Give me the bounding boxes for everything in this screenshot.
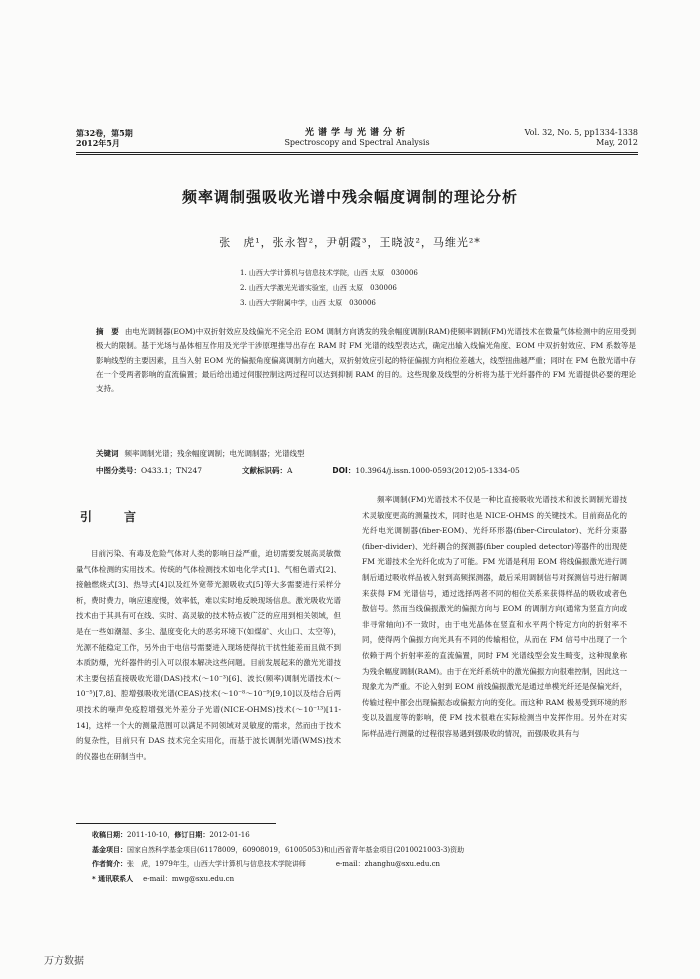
revised-date: 2012-01-16 <box>209 831 250 839</box>
footnote-dates <box>92 828 652 843</box>
bio-email: e-mail：zhanghu@sxu.edu.cn <box>335 860 441 868</box>
right-column <box>362 492 627 742</box>
header-volume-en-line: Vol. 32, No. 5, pp1334-1338 <box>524 128 638 137</box>
doi-label: DOI： <box>332 466 356 475</box>
body-paragraph: 频率调制(FM)光谱技术不仅是一种比直接吸收光谱技术和波长调制光谱技术灵敏度更高的测量技术，同时也是 NICE-OHMS 的关键技术。目前商品化的光纤电光调制器(fiber-EOM)、光纤环形器(fiber-Circulator)、光纤分束器(fiber-divider)、光纤耦合的探测器(fiber coupled detector)等器件的出现使 FM 光谱技术全光纤化成为了可能。FM 光谱是利用 EOM 将线偏振激光进行调制后通过吸收样品被入射到高频探测器，最后采用调制信号对探测信号进行解调来获得 FM 光谱信号，通过选择两者不同的相位关系来获得样品的吸收或者色散信号。然而当线偏振激光的偏振方向与 EOM 的调制方向(通常为竖直方向或非寻常轴向)不一致时，由于电光晶体在竖直和水平两个特定方向的折射率不同，使得两个偏振方向光具有不同的传输相位，从而在 FM 信号中出现了一个依赖于两个折射率差的直流偏置，同时 FM 光谱线型会发生畸变，这种现象称为残余幅度调制(RAM)。由于在光纤系统中的激光偏振方向很难控制，因此这一现象尤为严重。不论入射到 EOM 前线偏振激光是通过单模光纤还是保偏光纤，传输过程中都会出现偏振态或偏振方向的变化。而这种 RAM 极易受到环境的形变以及温度等的影响，使 FM 技术很难在实际检测当中发挥作用。另外在对实际样品进行测量的过程很容易遇到强吸收的情况，而强吸收具有与 <box>362 495 627 738</box>
header-date-en-line: May, 2012 <box>596 138 638 147</box>
fund-label: 基金项目： <box>92 845 127 854</box>
corresponding-email: e-mail：mwg@sxu.edu.cn <box>143 874 235 883</box>
clc-label: 中图分类号： <box>96 466 141 475</box>
header-volume-line: 第32卷，第5期 <box>76 128 133 138</box>
header-volume-en <box>525 128 638 148</box>
revised-label: 修订日期： <box>174 831 210 839</box>
abstract <box>96 325 636 396</box>
clc-value: O433.1；TN247 <box>141 466 202 475</box>
bio-text: 张 虎，1979年生，山西大学计算机与信息技术学院讲师 <box>127 860 306 868</box>
corresponding-label: * 通讯联系人 <box>92 874 134 883</box>
footnotes <box>92 828 652 886</box>
footnote-corresponding <box>92 872 652 887</box>
left-column <box>76 492 341 764</box>
doc-code-label: 文献标识码： <box>242 466 287 475</box>
affiliation-item: 3. 山西大学附属中学，山西 太原 030006 <box>240 299 376 307</box>
affiliations <box>240 266 418 311</box>
header-rule-top <box>76 152 638 153</box>
journal-name-cn: 光谱学与光谱分析 <box>304 128 409 138</box>
footnote-rule <box>76 823 276 824</box>
body-paragraph: 目前污染、有毒及危险气体对人类的影响日益严重，迫切需要发展高灵敏微量气体检测的实用技术。传统的气体检测技术如电化学式[1]、气相色谱式[2]、接触燃烧式[3]、热导式[4]以及红外宽带光源吸收式[5]等大多需要进行采样分析，费时费力，响应速度慢，效率低，难以实时地反映现场信息。激光吸收光谱技术由于其具有可在线、实时、高灵敏的技术特点被广泛的应用到相关领域，但是在一些如潮湿、多尘、温度变化大的恶劣环境下(如煤矿、火山口、太空等)，光源不能稳定工作，另外由于电信号需要进入现场使得抗干扰性能差而且做不到本质防爆，光纤器件的引入可以很本解决这些问题。目前发展起来的激光光谱技术主要包括直接吸收光谱(DAS)技术(～10⁻³)[6]、波长(频率)调制光谱技术(～10⁻⁵)[7,8]、腔增强吸收光谱(CEAS)技术(～10⁻⁸～10⁻⁹)[9,10]以及结合后两项技术的噪声免疫腔增强光外差分子光谱(NICE-OHMS)技术(～10⁻¹³)[11-14]，这样一个大的测量范围可以满足不同领域对灵敏度的需求，然而由于技术的复杂性，目前只有 DAS 技术完全实用化，而基于波长调制光谱(WMS)技术的仪器也在研制当中。 <box>76 549 341 761</box>
header-rule-bottom <box>76 154 638 155</box>
doc-code-value: A <box>287 466 293 475</box>
author-list: 张 虎¹，张永智²，尹朝霞³，王晓波²，马维光²* <box>219 236 481 249</box>
footnote-bio <box>92 857 652 872</box>
journal-name-en: Spectroscopy and Spectral Analysis <box>284 138 430 147</box>
received-date: 2011-10-10， <box>127 831 175 839</box>
section-heading-intro: 引 言 <box>80 510 147 524</box>
abstract-label: 摘 要 <box>96 327 119 336</box>
footnote-fund <box>92 843 652 858</box>
abstract-text: 由电光调制器(EOM)中双折射效应及线偏光不完全沿 EOM 调制方向诱发的残余幅度调制(RAM)使频率调制(FM)光谱技术在微量气体检测中的应用受到极大的限制。基于光场与晶体相互作用及光学干涉原理推导出存在 RAM 时 FM 光谱的线型表达式，确定出输入线偏光角度、EOM 中双折射效应、FM 系数等是影响线型的主要因素，且当入射 EOM 光的偏振角度偏离调制方向越大，双折射效应引起的特征偏振方向相位差越大，线型扭曲越严重；同时在 FM 色散光谱中存在一个受两者影响的直流偏置；最后给出通过伺服控制这两过程可以达到抑制 RAM 的目的。这些现象及线型的分析将为基于光纤器件的 FM 光谱提供必要的理论支持。 <box>96 327 636 394</box>
fund-text: 国家自然科学基金项目(61178009，60908019，61005053)和山西省青年基金项目(2010021003-3)资助 <box>127 845 465 854</box>
classification-line <box>96 465 636 477</box>
keywords-label: 关键词 <box>96 449 119 458</box>
header-date-line: 2012年5月 <box>76 138 120 148</box>
keywords-text: 频率调制光谱；残余幅度调制；电光调制器；光谱线型 <box>124 449 305 458</box>
keywords <box>96 448 636 460</box>
affiliation-item: 1. 山西大学计算机与信息技术学院，山西 太原 030006 <box>240 269 418 277</box>
watermark: 万方数据 <box>44 956 84 967</box>
doi-value: 10.3964/j.issn.1000-0593(2012)05-1334-05 <box>355 466 520 475</box>
bio-label: 作者简介： <box>92 860 127 868</box>
paper-title: 频率调制强吸收光谱中残余幅度调制的理论分析 <box>181 188 518 206</box>
affiliation-item: 2. 山西大学激光光谱实验室，山西 太原 030006 <box>240 284 397 292</box>
received-label: 收稿日期： <box>92 831 127 839</box>
